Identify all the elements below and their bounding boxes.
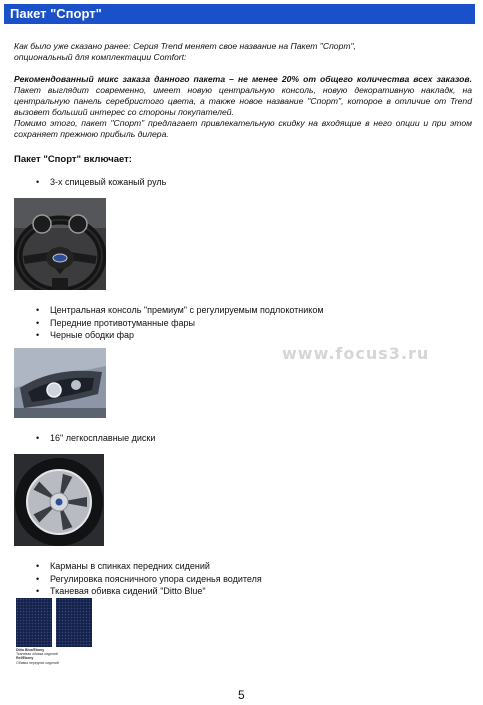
list-item: • 16" легкосплавные диски [50, 432, 155, 445]
fabric-swatches [16, 598, 92, 647]
watermark: www.focus3.ru [282, 344, 430, 363]
includes-heading: Пакет "Спорт" включает: [14, 154, 132, 165]
list-item: • Карманы в спинках передних сидений [50, 560, 262, 573]
alloy-wheel-photo [14, 454, 104, 546]
mix-bold: Рекомендованный микс заказа данного пакета – не менее 20% от общего количества всех заказов. [14, 74, 472, 84]
list-item: • 3-х спицевый кожаный руль [50, 176, 166, 189]
fabric-caption-line: Ref/Ebony [16, 656, 34, 661]
fabric-caption-line: Тканевая обивка сидений [16, 652, 58, 657]
intro-line-2: опциональный для комплектации Comfort: [14, 52, 187, 62]
fabric-caption-line: Ditto Blue/Ebony [16, 648, 45, 652]
page-number: 5 [238, 688, 245, 702]
headlamp-photo [14, 348, 106, 418]
wheel-list [50, 176, 166, 189]
list-item: • Тканевая обивка сидений "Ditto Blue" [50, 585, 262, 598]
list-item: • Передние противотуманные фары [50, 317, 324, 330]
fabric-caption-line: Обивка передних сидений [16, 660, 59, 665]
page-title: Пакет "Спорт" [4, 4, 475, 24]
console-list [50, 304, 324, 342]
list-item: • Регулировка поясничного упора сиденья водителя [50, 573, 262, 586]
seats-list [50, 560, 262, 598]
mix-paragraph [14, 74, 472, 140]
mix-rest: Пакет выглядит современно, имеет новую центральную консоль, новую декоративную накладк, на центральную панель серебристого цвета, а также новое название "Спорт", которое в отличие от Trend вызовет больший интерес со стороны покупателей. [14, 85, 472, 117]
mix-extra: Помимо этого, пакет "Спорт" предлагает привлекательную скидку на входящие в него опции и при этом сохраняет прежнюю прибыль дилера. [14, 118, 472, 139]
intro-paragraph [14, 41, 472, 63]
rims-list [50, 432, 155, 445]
intro-line-1: Как было уже сказано ранее: Серия Trend меняет свое название на Пакет "Спорт", [14, 41, 356, 51]
list-item: • Черные ободки фар [50, 329, 324, 342]
steering-wheel-photo [14, 198, 106, 290]
list-item: • Центральная консоль "премиум" с регулируемым подлокотником [50, 304, 324, 317]
fabric-caption [16, 648, 59, 665]
